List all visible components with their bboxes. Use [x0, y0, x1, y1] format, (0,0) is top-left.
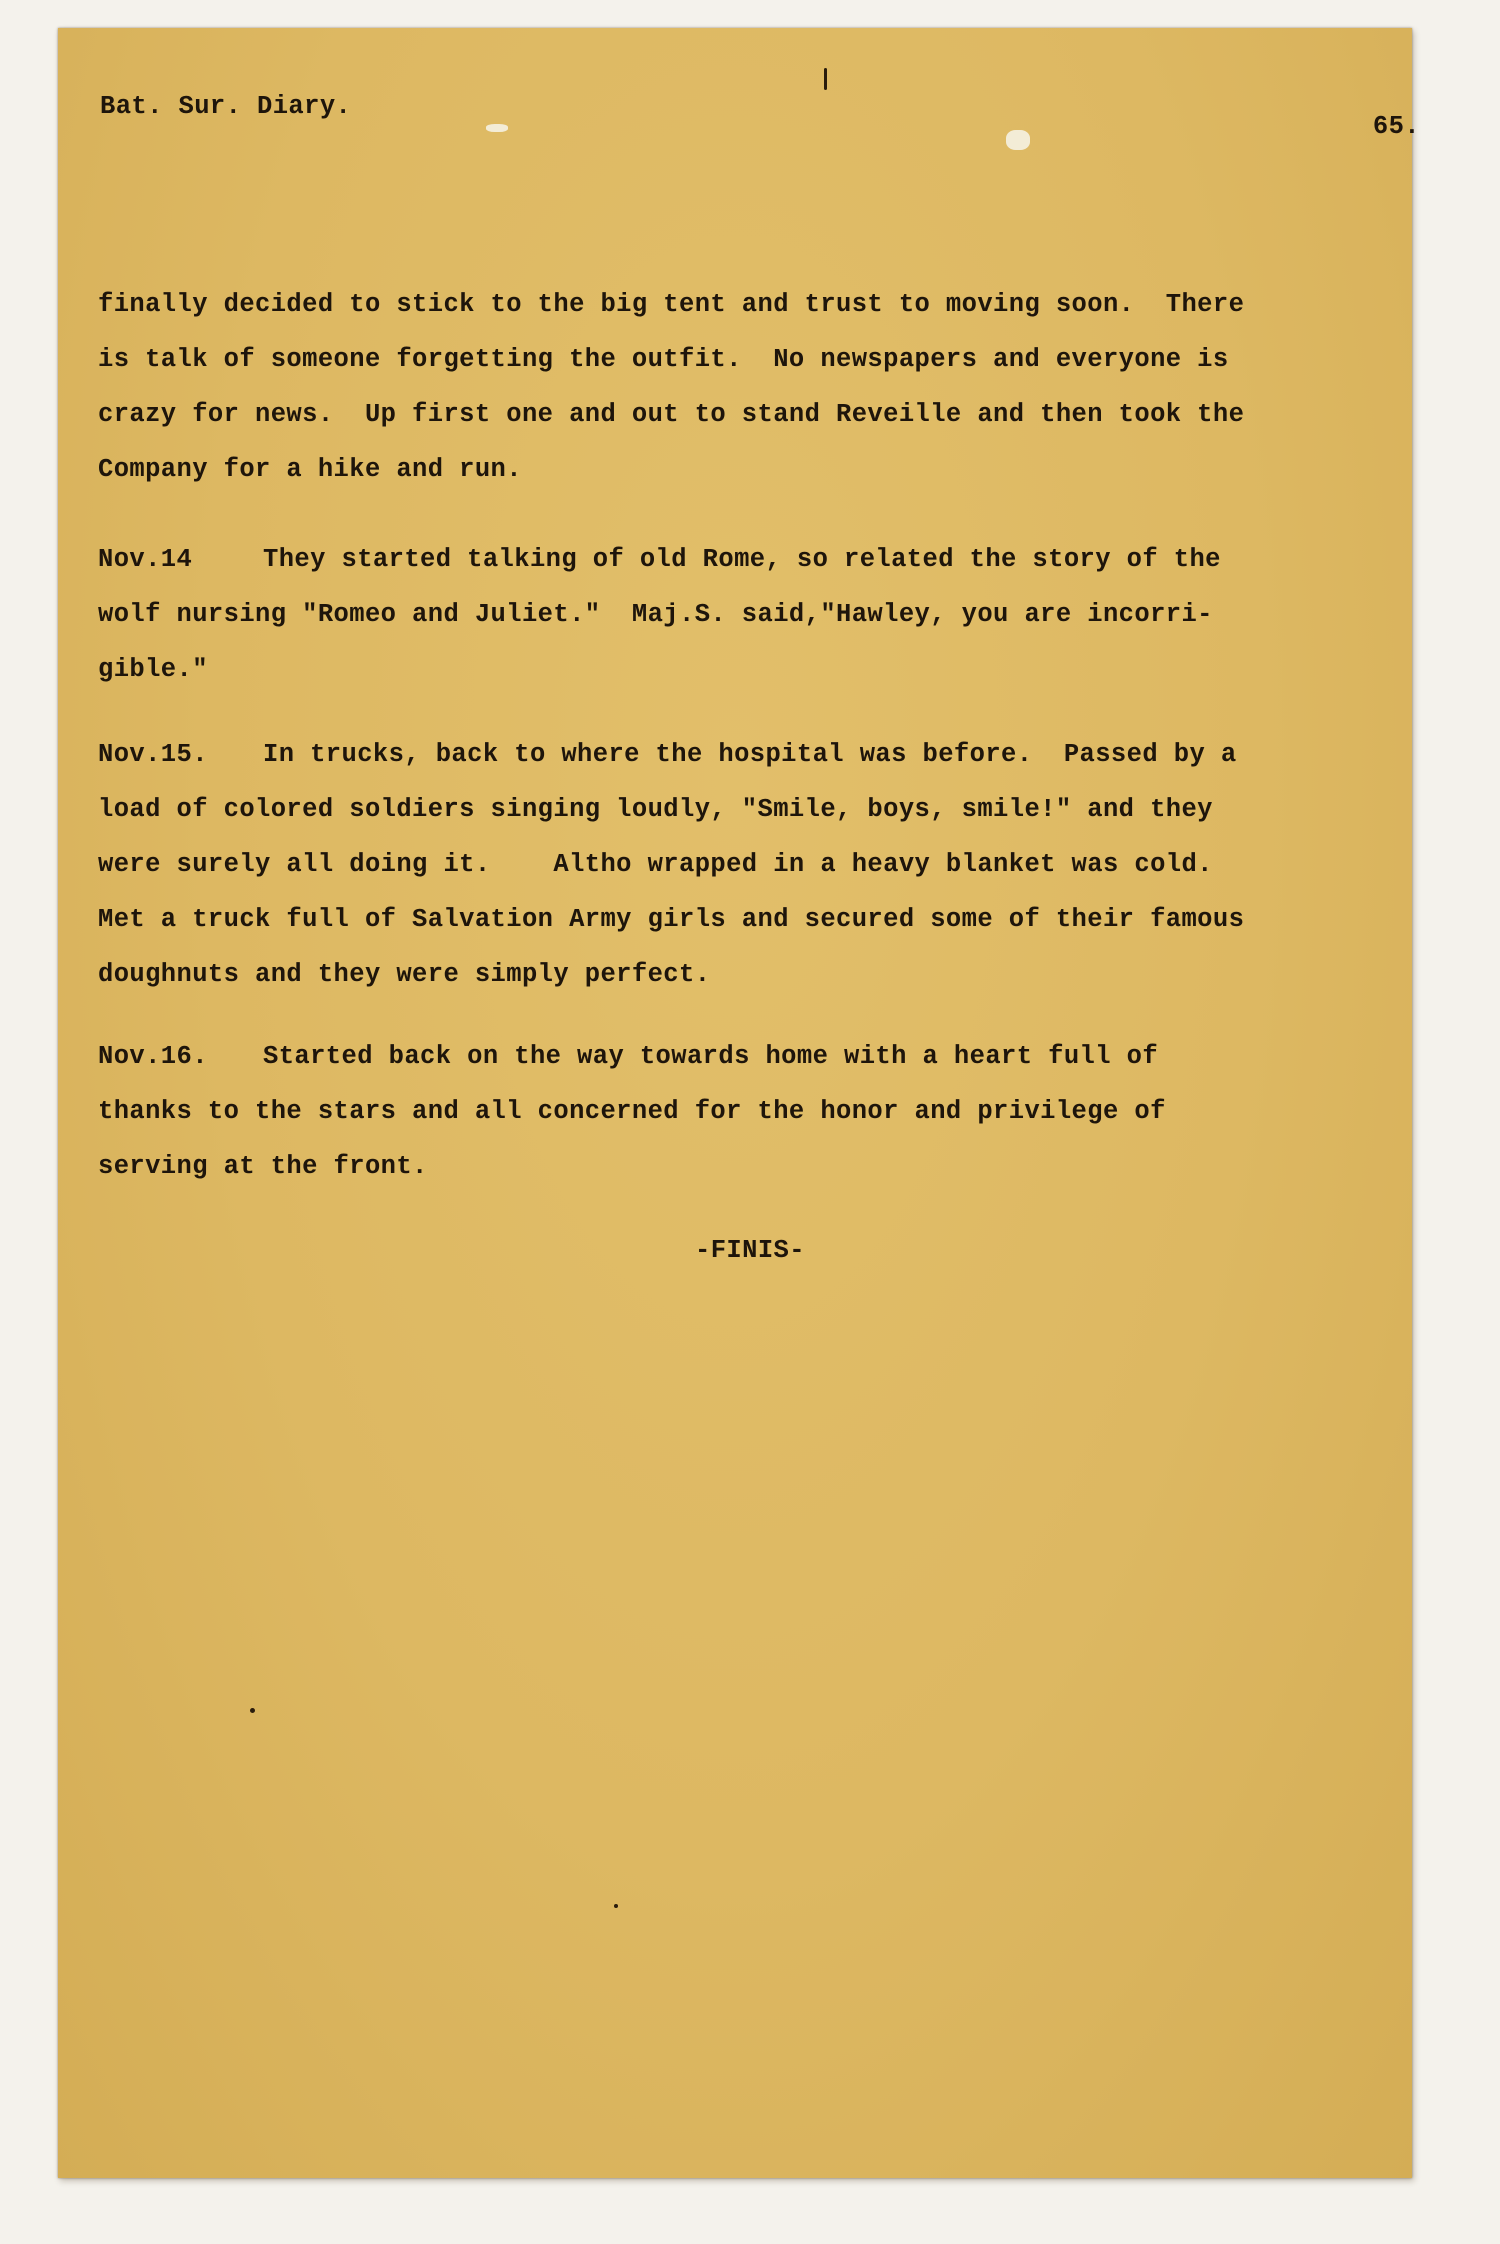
- ink-speck: [824, 68, 827, 90]
- closing-finis: -FINIS-: [695, 1236, 805, 1265]
- diary-entry-nov15: [98, 740, 1237, 769]
- text-line: doughnuts and they were simply perfect.: [98, 960, 711, 989]
- text-line: load of colored soldiers singing loudly, "Smile, boys, smile!" and they: [98, 795, 1213, 824]
- page-tear-mark: [486, 124, 508, 132]
- text-line: In trucks, back to where the hospital was before. Passed by a: [263, 740, 1237, 769]
- text-line: serving at the front.: [98, 1152, 428, 1181]
- text-line: wolf nursing "Romeo and Juliet." Maj.S. said,"Hawley, you are incorri-: [98, 600, 1213, 629]
- text-line: They started talking of old Rome, so related the story of the: [263, 545, 1221, 574]
- text-line: Started back on the way towards home with a heart full of: [263, 1042, 1159, 1071]
- diary-entry-nov14: [98, 545, 1221, 574]
- entry-date: Nov.15.: [98, 740, 208, 769]
- text-line: finally decided to stick to the big tent and trust to moving soon. There: [98, 290, 1245, 319]
- text-line: Company for a hike and run.: [98, 455, 522, 484]
- entry-date: Nov.16.: [98, 1042, 208, 1071]
- page-tear-mark: [1006, 130, 1030, 150]
- ink-speck: [250, 1708, 255, 1713]
- text-line: thanks to the stars and all concerned for the honor and privilege of: [98, 1097, 1166, 1126]
- text-line: crazy for news. Up first one and out to stand Reveille and then took the: [98, 400, 1245, 429]
- page-number: 65.: [1372, 112, 1420, 141]
- text-line: Met a truck full of Salvation Army girls and secured some of their famous: [98, 905, 1245, 934]
- entry-date: Nov.14: [98, 545, 193, 574]
- ink-speck: [614, 1904, 618, 1908]
- page-header-title: Bat. Sur. Diary.: [100, 92, 352, 121]
- text-line: gible.": [98, 655, 208, 684]
- diary-entry-nov16: [98, 1042, 1158, 1071]
- text-line: were surely all doing it. Altho wrapped in a heavy blanket was cold.: [98, 850, 1213, 879]
- text-line: is talk of someone forgetting the outfit. No newspapers and everyone is: [98, 345, 1229, 374]
